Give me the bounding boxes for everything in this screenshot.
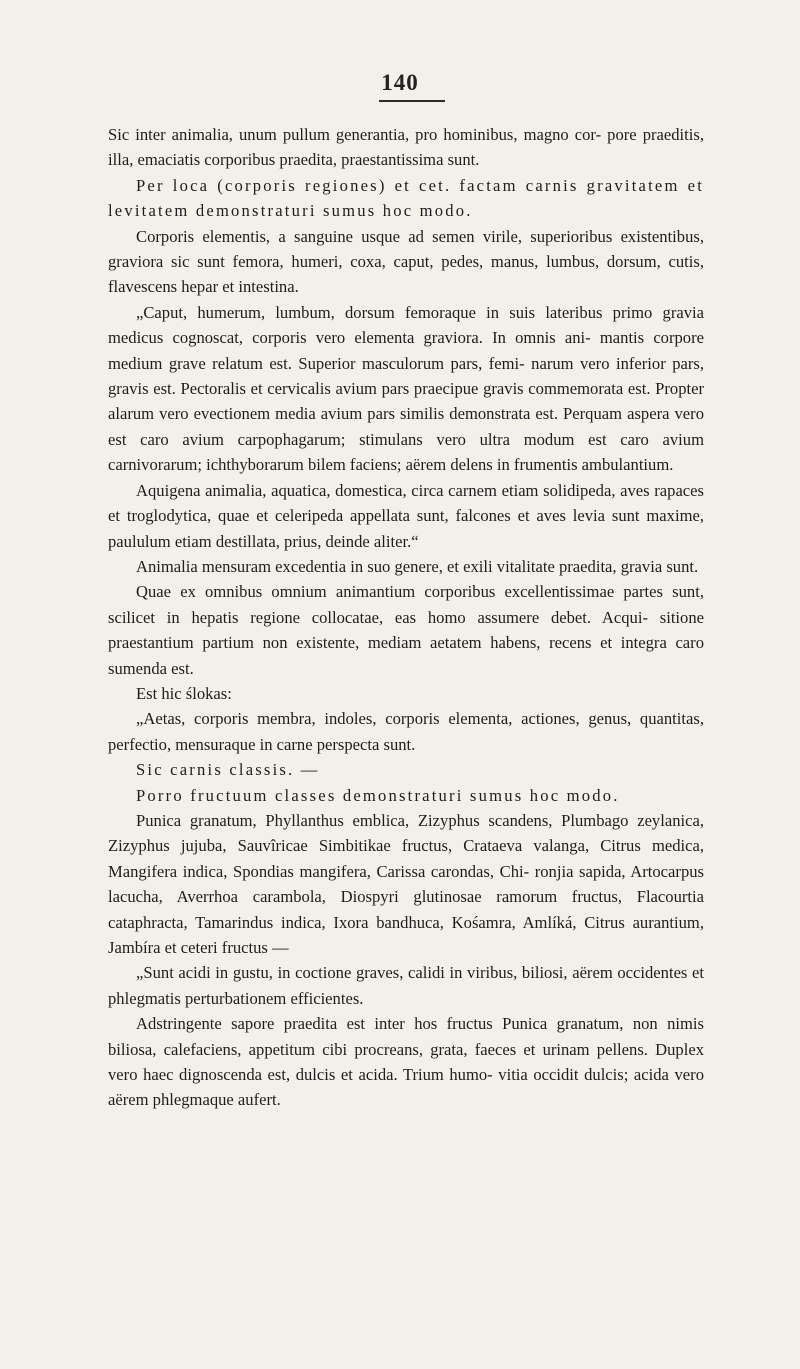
paragraph-spaced-heading: Per loca (corporis regiones) et cet. factam carnis gravitatem et levitatem demonstraturi sumus hoc modo.	[108, 175, 704, 221]
page-number: 140	[381, 70, 419, 95]
paragraph-spaced-heading: Porro fructuum classes demonstraturi sumus hoc modo.	[136, 785, 620, 805]
paragraph: „Aetas, corporis membra, indoles, corporis elementa, actiones, genus, quantitas, perfectio, mensuraque in carne perspecta sunt.	[108, 709, 704, 754]
paragraph: Adstringente sapore praedita est inter hos fructus Punica granatum, non nimis biliosa, calefaciens, appetitum cibi procreans, grata, faeces et urinam pellens. Duplex vero haec dignoscenda est, dulcis et acida. Trium humo- vitia occidit dulcis; acida vero aërem phlegmaque aufert.	[108, 1014, 704, 1110]
paragraph: Corporis elementis, a sanguine usque ad semen virile, superioribus existentibus, graviora sic sunt femora, humeri, coxa, caput, pedes, manus, lumbus, dorsum, cutis, flavescens hepar et intestina.	[108, 226, 704, 297]
paragraph-spaced-heading: Sic carnis classis. —	[136, 760, 320, 780]
paragraph: Sic inter animalia, unum pullum generantia, pro hominibus, magno cor- pore praeditis, illa, emaciatis corporibus praedita, praestantissima sunt.	[108, 125, 704, 170]
paragraph: „Caput, humerum, lumbum, dorsum femoraque in suis lateribus primo gravia medicus cognoscat, corporis vero elementa graviora. In omnis ani- mantis corpore medium grave relatum est. Superior masculorum pars, femi- narum vero inferior pars, gravis est. Pectoralis et cervicalis avium pars praecipue gravis commemorata est. Propter alarum vero evectionem media avium pars similis demonstrata est. Perquam aspera vero est caro avium carpophagarum; stimulans vero ultra modum est caro avium carnivorarum; ichthyborarum bilem faciens; aërem delens in frumentis ambulantium.	[108, 302, 704, 475]
paragraph: Animalia mensuram excedentia in suo genere, et exili vitalitate praedita, gravia sunt.	[136, 556, 699, 576]
page-number-rule	[379, 100, 445, 102]
paragraph: „Sunt acidi in gustu, in coctione graves, calidi in viribus, biliosi, aërem occidentes et phlegmatis perturbationem efficientes.	[108, 963, 704, 1008]
paragraph: Quae ex omnibus omnium animantium corporibus excellentissimae partes sunt, scilicet in hepatis regione collocatae, eas homo assumere debet. Acqui- sitione praestantium partium non existente, mediam aetatem habens, recens et integra caro sumenda est.	[108, 582, 704, 678]
paragraph: Est hic ślokas:	[136, 683, 232, 703]
body-text	[108, 122, 704, 1113]
paragraph: Punica granatum, Phyllanthus emblica, Zizyphus scandens, Plumbago zeylanica, Zizyphus jujuba, Sauvîricae Simbitikae fructus, Crataeva valanga, Citrus medica, Mangifera indica, Spondias mangifera, Carissa carondas, Chi- ronjia sapida, Artocarpus lacucha, Averrhoa carambola, Diospyri glutinosae ramorum fructus, Flacourtia cataphracta, Tamarindus indica, Ixora bandhuca, Kośamra, Amlíká, Citrus aurantium, Jambíra et ceteri fructus —	[108, 810, 704, 957]
paragraph: Aquigena animalia, aquatica, domestica, circa carnem etiam solidipeda, aves rapaces et troglodytica, quae et celeripeda appellata sunt, falcones et aves levia sunt maxime, paululum etiam destillata, prius, deinde aliter.“	[108, 480, 704, 551]
